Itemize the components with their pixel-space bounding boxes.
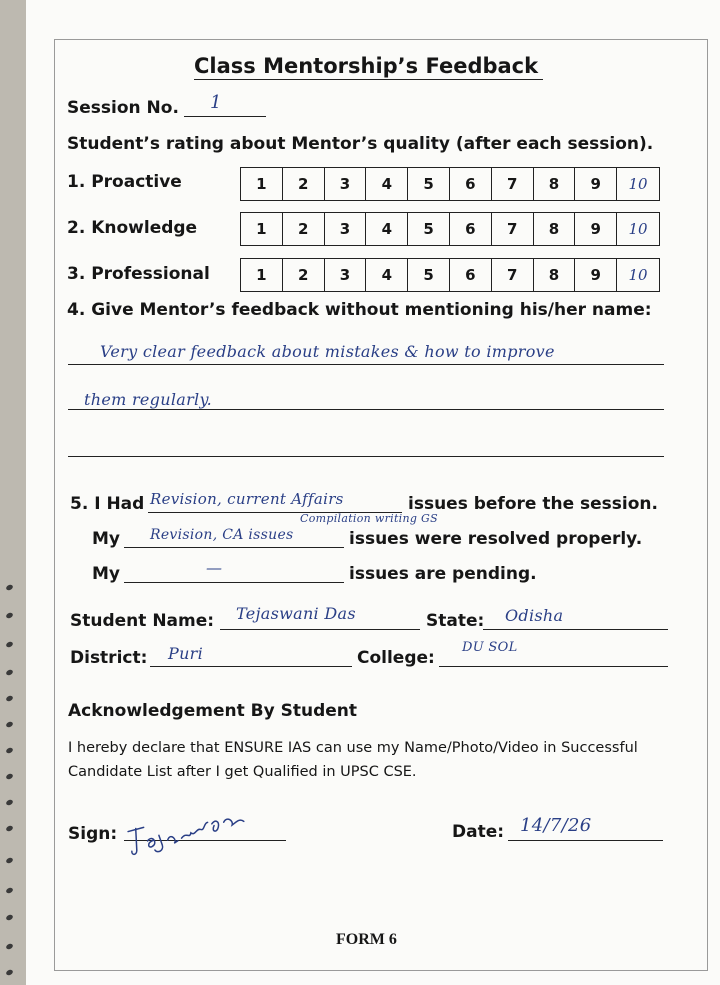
- feedback-rule-2: [68, 409, 664, 410]
- state-value[interactable]: Odisha: [505, 606, 564, 625]
- issues-had-addition[interactable]: Compilation writing GS: [300, 512, 438, 525]
- feedback-line-1[interactable]: Very clear feedback about mistakes & how to improve: [100, 342, 555, 361]
- rating-option-4[interactable]: 4: [366, 213, 408, 245]
- feedback-rule-1: [68, 364, 664, 365]
- issues-pending-line: [124, 582, 344, 583]
- rating-option-3[interactable]: 3: [325, 259, 367, 291]
- student-name-line: [220, 629, 420, 630]
- issues-pending-suffix: issues are pending.: [349, 564, 537, 584]
- rating-option-5[interactable]: 5: [408, 213, 450, 245]
- issues-pending-value[interactable]: —: [206, 558, 223, 577]
- rating-option-3[interactable]: 3: [325, 213, 367, 245]
- issues-resolved-suffix: issues were resolved properly.: [349, 529, 643, 549]
- issues-had-suffix: issues before the session.: [408, 494, 658, 514]
- district-label: District:: [70, 648, 148, 668]
- rating-heading: Student’s rating about Mentor’s quality (after each session).: [67, 134, 654, 154]
- rating-label-proactive: 1. Proactive: [67, 172, 182, 192]
- feedback-prompt: 4. Give Mentor’s feedback without mentioning his/her name:: [67, 300, 652, 320]
- feedback-rule-3: [68, 456, 664, 457]
- issues-pending-label: My: [92, 564, 120, 584]
- date-line: [508, 840, 663, 841]
- rating-option-4[interactable]: 4: [366, 259, 408, 291]
- rating-option-7[interactable]: 7: [492, 259, 534, 291]
- rating-option-1[interactable]: 1: [241, 168, 283, 200]
- student-name-label: Student Name:: [70, 611, 215, 631]
- student-name-value[interactable]: Tejaswani Das: [236, 604, 356, 623]
- date-value[interactable]: 14/7/26: [520, 815, 592, 836]
- rating-option-9[interactable]: 9: [575, 168, 617, 200]
- date-label: Date:: [452, 822, 505, 842]
- rating-option-10[interactable]: 10: [628, 220, 648, 238]
- rating-label-knowledge: 2. Knowledge: [67, 218, 198, 238]
- state-label: State:: [426, 611, 485, 631]
- rating-scale-professional[interactable]: [240, 258, 660, 292]
- acknowledgement-heading: Acknowledgement By Student: [68, 701, 357, 721]
- rating-option-4[interactable]: 4: [366, 168, 408, 200]
- rating-option-5[interactable]: 5: [408, 259, 450, 291]
- rating-option-6[interactable]: 6: [450, 213, 492, 245]
- rating-option-2[interactable]: 2: [283, 259, 325, 291]
- issues-resolved-line: [124, 547, 344, 548]
- rating-option-3[interactable]: 3: [325, 168, 367, 200]
- rating-label-professional: 3. Professional: [67, 264, 210, 284]
- rating-option-2[interactable]: 2: [283, 213, 325, 245]
- spiral-binding: [0, 0, 26, 985]
- session-value[interactable]: 1: [210, 92, 222, 113]
- form-title: Class Mentorship’s Feedback: [194, 54, 539, 78]
- issues-resolved-label: My: [92, 529, 120, 549]
- rating-option-1[interactable]: 1: [241, 259, 283, 291]
- rating-option-7[interactable]: 7: [492, 213, 534, 245]
- session-label: Session No.: [67, 98, 179, 118]
- rating-option-1[interactable]: 1: [241, 213, 283, 245]
- issues-resolved-value[interactable]: Revision, CA issues: [150, 527, 294, 543]
- issues-had-label: 5. I Had: [70, 494, 145, 514]
- district-line: [150, 666, 352, 667]
- rating-option-10[interactable]: 10: [628, 266, 648, 284]
- state-line: [483, 629, 668, 630]
- district-value[interactable]: Puri: [168, 644, 204, 663]
- title-underline: [194, 79, 543, 80]
- rating-option-7[interactable]: 7: [492, 168, 534, 200]
- college-value[interactable]: DU SOL: [462, 640, 518, 655]
- rating-option-2[interactable]: 2: [283, 168, 325, 200]
- college-line: [439, 666, 668, 667]
- acknowledgement-line-2: Candidate List after I get Qualified in UPSC CSE.: [68, 764, 417, 780]
- rating-option-8[interactable]: 8: [534, 213, 576, 245]
- session-line: [184, 116, 266, 117]
- form-number: FORM 6: [336, 931, 397, 948]
- rating-option-6[interactable]: 6: [450, 259, 492, 291]
- rating-option-6[interactable]: 6: [450, 168, 492, 200]
- rating-option-9[interactable]: 9: [575, 259, 617, 291]
- rating-option-8[interactable]: 8: [534, 168, 576, 200]
- rating-scale-proactive[interactable]: [240, 167, 660, 201]
- feedback-line-2[interactable]: them regularly.: [84, 390, 213, 409]
- college-label: College:: [357, 648, 435, 668]
- rating-option-10[interactable]: 10: [628, 175, 648, 193]
- rating-option-9[interactable]: 9: [575, 213, 617, 245]
- issues-had-value[interactable]: Revision, current Affairs: [150, 490, 344, 508]
- rating-option-5[interactable]: 5: [408, 168, 450, 200]
- acknowledgement-line-1: I hereby declare that ENSURE IAS can use my Name/Photo/Video in Successful: [68, 740, 638, 756]
- sign-label: Sign:: [68, 824, 118, 844]
- rating-scale-knowledge[interactable]: [240, 212, 660, 246]
- rating-option-8[interactable]: 8: [534, 259, 576, 291]
